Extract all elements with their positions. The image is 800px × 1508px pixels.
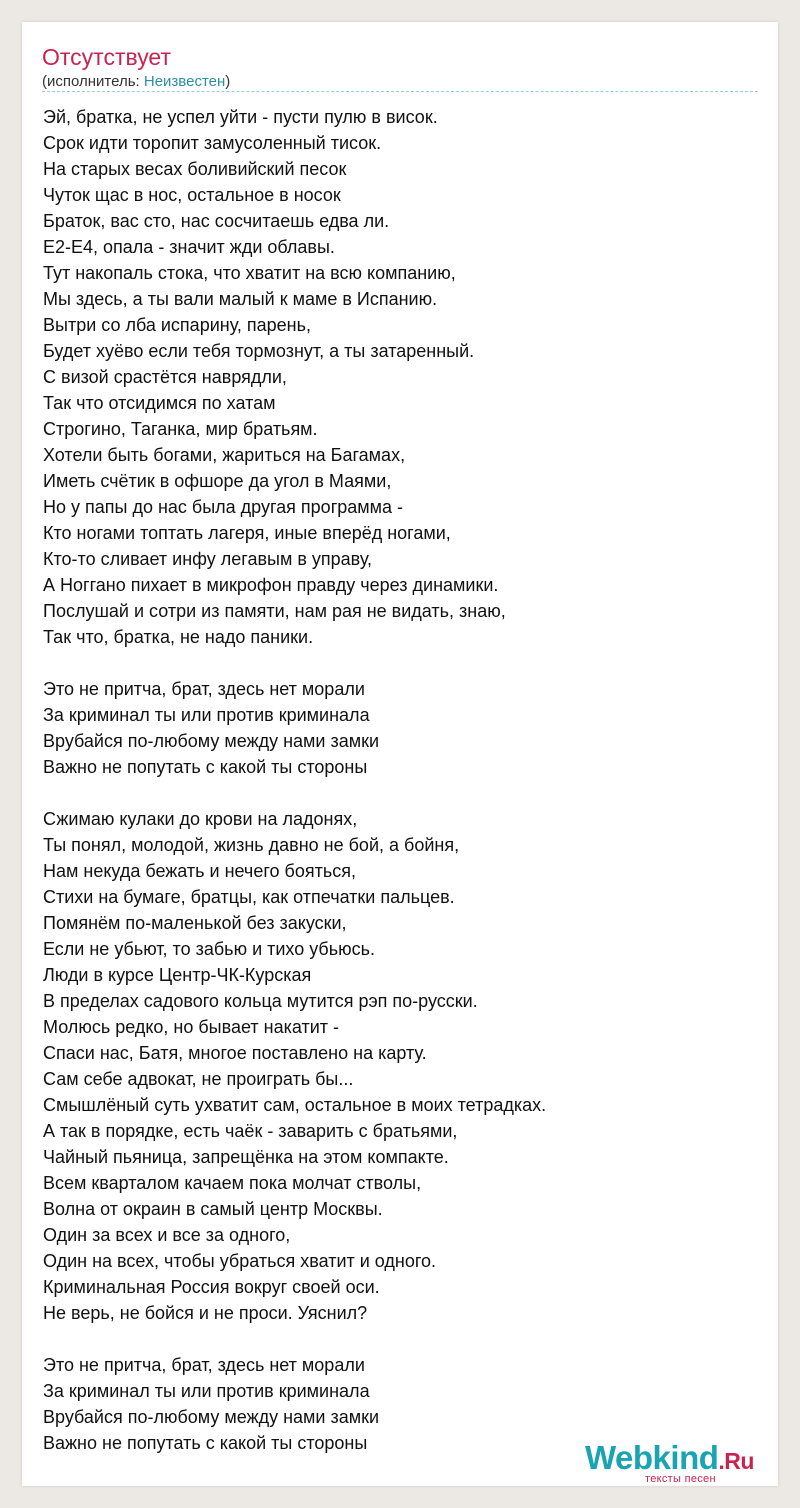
stanza-break bbox=[43, 1326, 758, 1352]
lyric-line: Кто-то сливает инфу легавым в управу, bbox=[43, 549, 373, 569]
lyric-line: Не верь, не бойся и не проси. Уяснил? bbox=[43, 1303, 368, 1323]
lyric-line: Это не притча, брат, здесь нет морали bbox=[43, 1355, 365, 1375]
lyric-line: Будет хуёво если тебя тормознут, а ты затаренный. bbox=[43, 341, 475, 361]
lyric-line: В пределах садового кольца мутится рэп по-русски. bbox=[43, 991, 478, 1011]
artist-link[interactable]: Неизвестен bbox=[143, 73, 226, 90]
title-divider bbox=[42, 91, 758, 92]
lyric-line: Молюсь редко, но бывает накатит - bbox=[43, 1017, 340, 1037]
lyric-line: Так что, братка, не надо паники. bbox=[43, 627, 314, 647]
lyric-line: А Ноггано пихает в микрофон правду через динамики. bbox=[43, 575, 499, 595]
lyric-line: Это не притча, брат, здесь нет морали bbox=[43, 679, 365, 699]
lyric-line: Мы здесь, а ты вали малый к маме в Испанию. bbox=[43, 289, 438, 309]
lyric-line: Смышлёный суть ухватит сам, остальное в моих тетрадках. bbox=[43, 1095, 547, 1115]
lyrics-text bbox=[43, 104, 758, 1456]
lyric-line: Нам некуда бежать и нечего бояться, bbox=[43, 861, 356, 881]
stanza-break bbox=[43, 780, 758, 806]
lyric-line: Сам себе адвокат, не проиграть бы... bbox=[43, 1069, 354, 1089]
lyric-line: А так в порядке, есть чаёк - заварить с братьями, bbox=[43, 1121, 458, 1141]
lyric-line: Один на всех, чтобы убраться хватит и одного. bbox=[43, 1251, 437, 1271]
lyric-line: Помянём по-маленькой без закуски, bbox=[43, 913, 347, 933]
artist-prefix: (исполнитель: bbox=[42, 73, 144, 90]
lyric-line: Иметь счётик в офшоре да угол в Маями, bbox=[43, 471, 392, 491]
lyric-line: Кто ногами топтать лагеря, иные вперёд ногами, bbox=[43, 523, 451, 543]
lyric-line: Стихи на бумаге, братцы, как отпечатки пальцев. bbox=[43, 887, 455, 907]
lyric-line: На старых весах боливийский песок bbox=[43, 159, 347, 179]
lyric-line: Так что отсидимся по хатам bbox=[43, 393, 276, 413]
lyric-line: Ты понял, молодой, жизнь давно не бой, а бойня, bbox=[43, 835, 460, 855]
song-title: Отсутствует bbox=[42, 44, 171, 70]
lyric-line: Сжимаю кулаки до крови на ладонях, bbox=[43, 809, 358, 829]
lyric-line: Один за всех и все за одного, bbox=[43, 1225, 291, 1245]
lyric-line: За криминал ты или против криминала bbox=[43, 1381, 370, 1401]
lyric-line: Хотели быть богами, жариться на Багамах, bbox=[43, 445, 406, 465]
artist-suffix: ) bbox=[225, 73, 231, 90]
lyric-line: Врубайся по-любому между нами замки bbox=[43, 1407, 380, 1427]
logo-tagline: тексты песен bbox=[645, 1473, 716, 1485]
lyric-line: Срок идти торопит замусоленный тисок. bbox=[43, 133, 382, 153]
lyric-line: С визой срастётся наврядли, bbox=[43, 367, 287, 387]
lyric-line: Всем кварталом качаем пока молчат стволы, bbox=[43, 1173, 422, 1193]
lyric-line: Вытри со лба испарину, парень, bbox=[43, 315, 311, 335]
lyrics-card bbox=[22, 22, 778, 1486]
lyric-line: Криминальная Россия вокруг своей оси. bbox=[43, 1277, 380, 1297]
lyric-line: Чайный пьяница, запрещёнка на этом компакте. bbox=[43, 1147, 449, 1167]
lyric-line: Спаси нас, Батя, многое поставлено на карту. bbox=[43, 1043, 427, 1063]
lyric-line: Эй, братка, не успел уйти - пусти пулю в висок. bbox=[43, 107, 438, 127]
lyric-line: Но у папы до нас была другая программа - bbox=[43, 497, 404, 517]
lyric-line: Е2-Е4, опала - значит жди облавы. bbox=[43, 237, 335, 257]
lyric-line: Люди в курсе Центр-ЧК-Курская bbox=[43, 965, 312, 985]
lyric-line: Врубайся по-любому между нами замки bbox=[43, 731, 380, 751]
lyric-line: Строгино, Таганка, мир братьям. bbox=[43, 419, 318, 439]
lyric-line: Важно не попутать с какой ты стороны bbox=[43, 757, 368, 777]
stanza-break bbox=[43, 650, 758, 676]
lyric-line: Волна от окраин в самый центр Москвы. bbox=[43, 1199, 383, 1219]
logo-tld: .Ru bbox=[718, 1448, 754, 1474]
lyric-line: Послушай и сотри из памяти, нам рая не видать, знаю, bbox=[43, 601, 506, 621]
logo-main: Webkind bbox=[585, 1439, 719, 1476]
lyric-line: За криминал ты или против криминала bbox=[43, 705, 370, 725]
lyric-line: Браток, вас сто, нас сосчитаешь едва ли. bbox=[43, 211, 390, 231]
lyric-line: Важно не попутать с какой ты стороны bbox=[43, 1433, 368, 1453]
artist-line bbox=[42, 72, 230, 92]
lyric-line: Чуток щас в нос, остальное в носок bbox=[43, 185, 341, 205]
lyric-line: Тут накопаль стока, что хватит на всю компанию, bbox=[43, 263, 456, 283]
lyric-line: Если не убьют, то забью и тихо убьюсь. bbox=[43, 939, 375, 959]
